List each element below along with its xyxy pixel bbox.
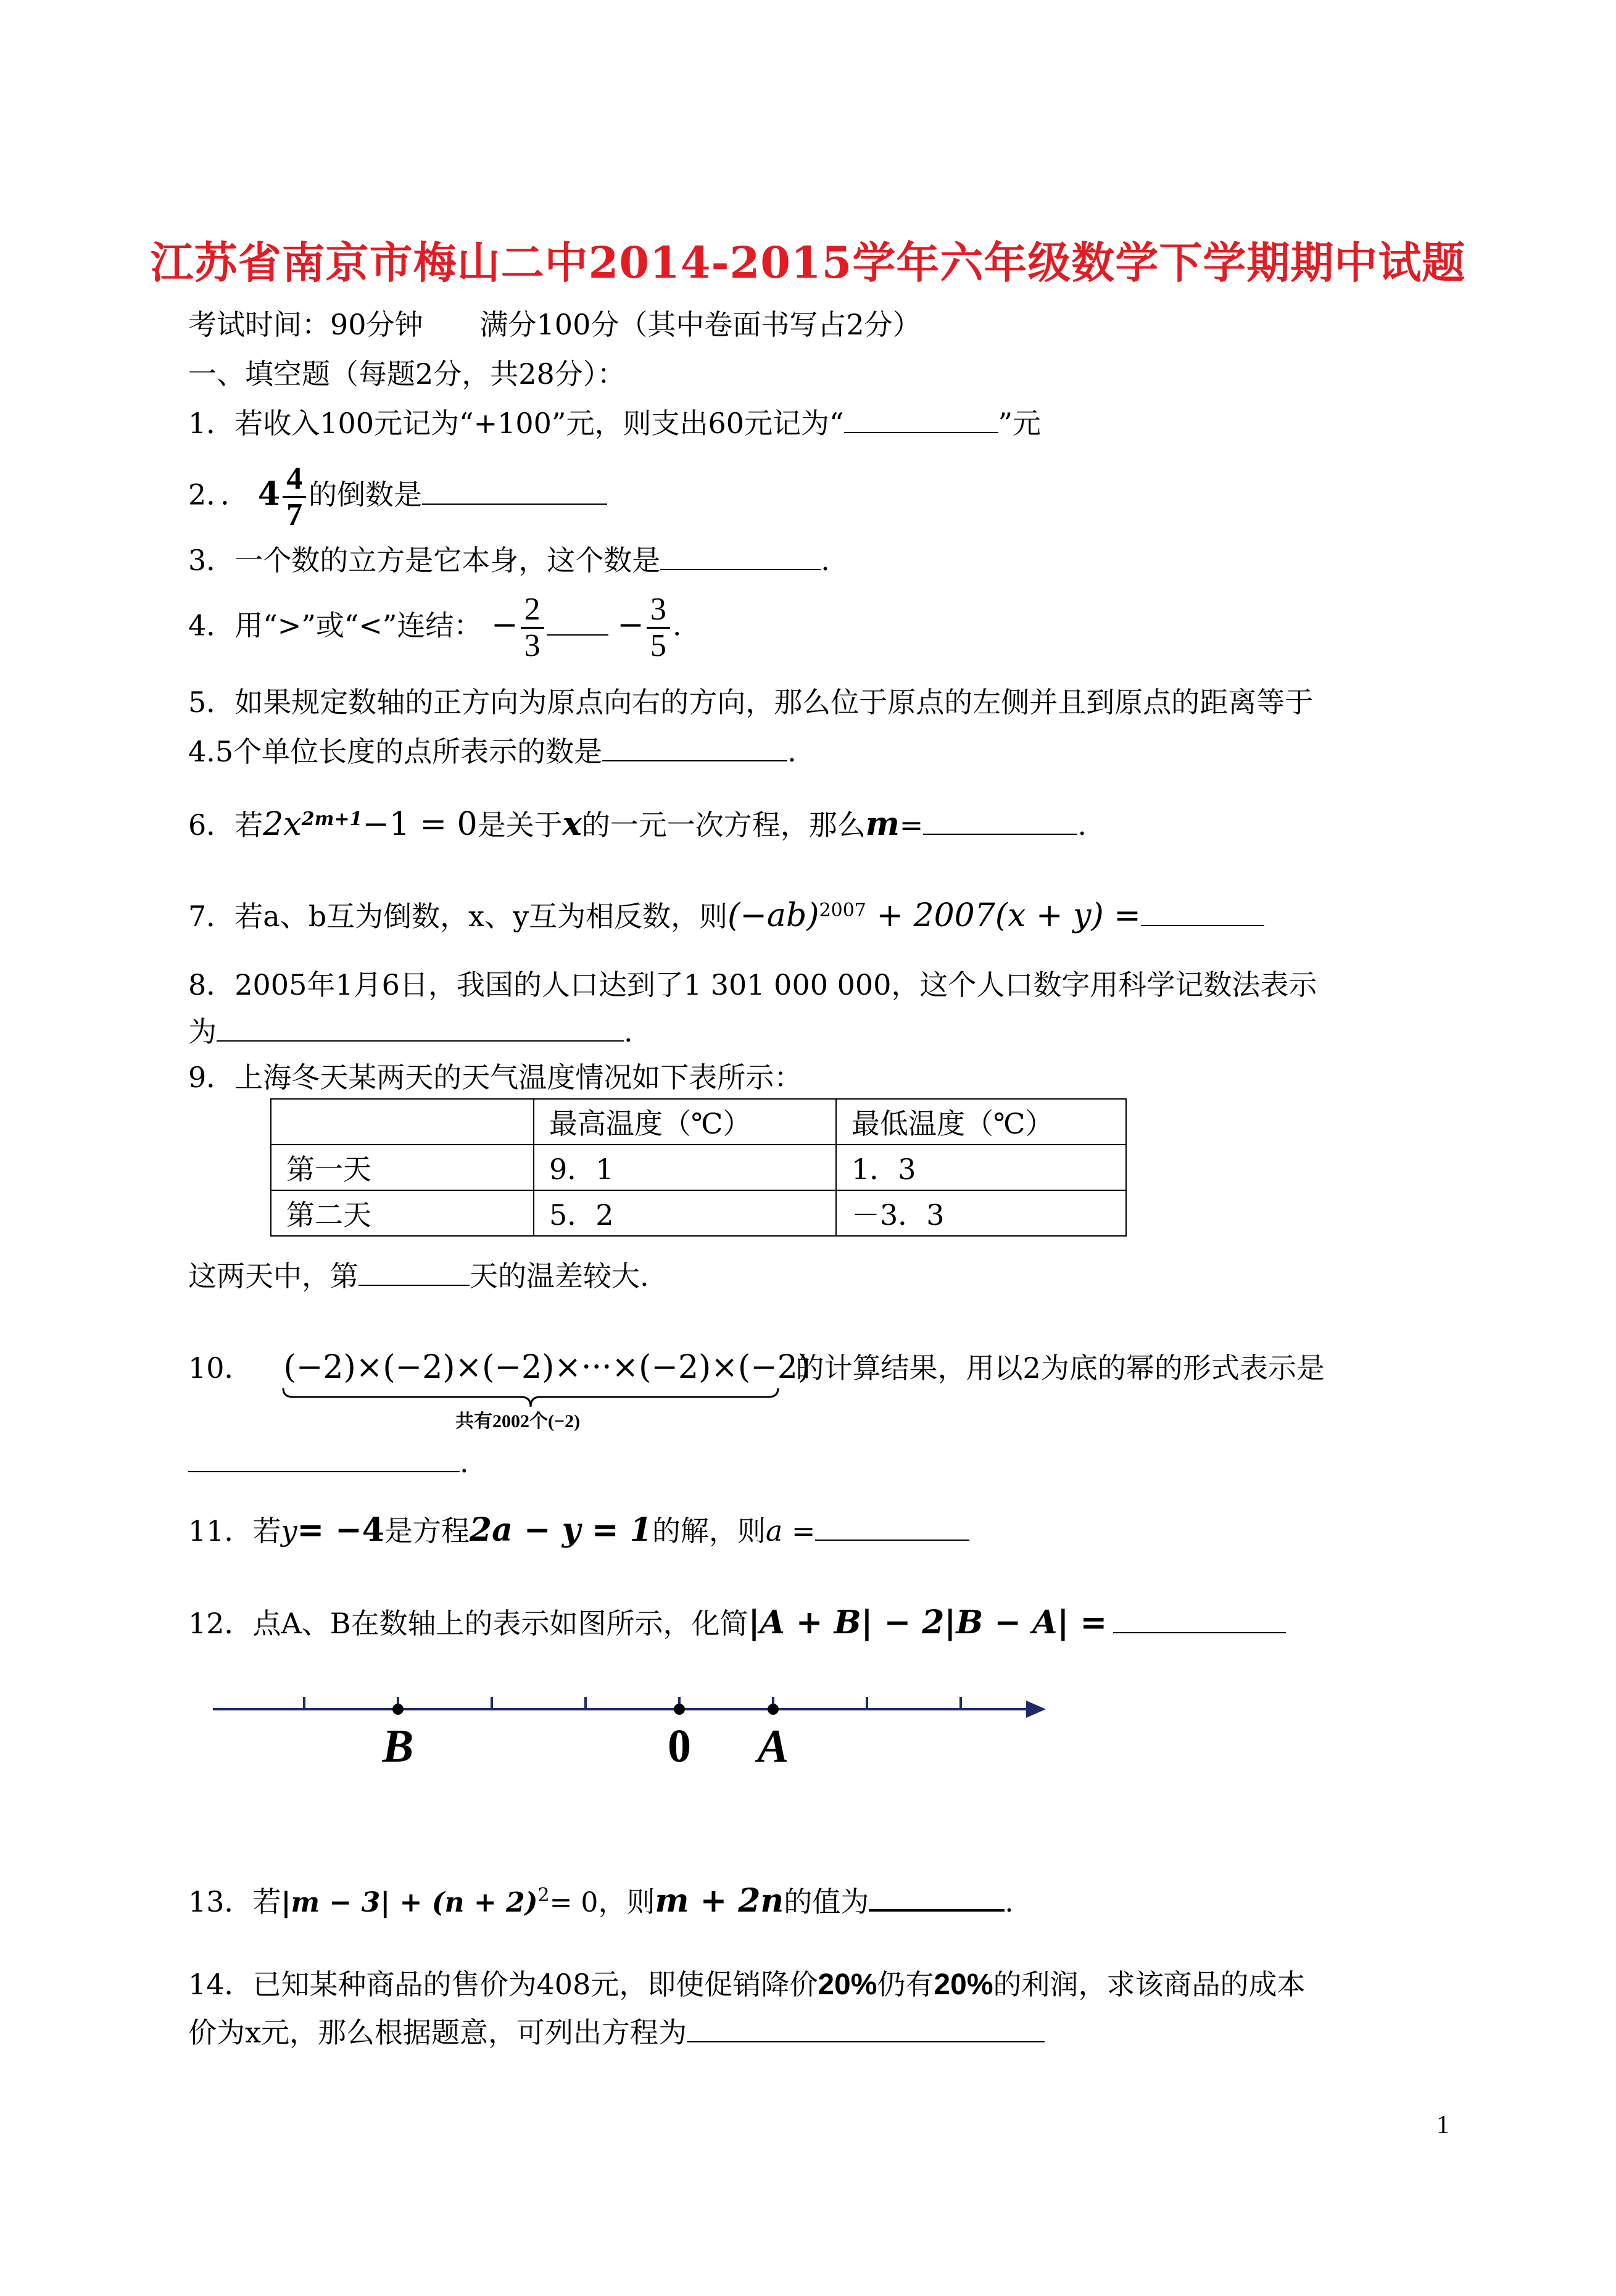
- answer-blank: [422, 476, 607, 505]
- question-10-answer: .: [188, 1444, 469, 1481]
- question-14-line2: 价为x元，那么根据题意，可列出方程为: [188, 2014, 1045, 2051]
- exam-title: 江苏省南京市梅山二中2014-2015学年六年级数学下学期期中试题: [150, 237, 1466, 288]
- question-11: 11．若y= −4是方程2a − y = 1的解，则a =: [188, 1512, 969, 1549]
- section-heading: 一、填空题（每题2分，共28分）：: [188, 357, 626, 391]
- answer-blank: [217, 1013, 624, 1042]
- question-6: 6．若$2x^{2m+1}-1 = 0$是关于x的一元一次方程，那么m= .: [188, 805, 1087, 843]
- question-5-line2: 4.5个单位长度的点所表示的数是 .: [188, 733, 797, 770]
- exam-info: 考试时间：90分钟 满分100分（其中卷面书写占2分）: [188, 308, 921, 341]
- answer-blank: [869, 1882, 1005, 1912]
- label-origin: 0: [668, 1720, 691, 1772]
- answer-blank: [660, 542, 821, 570]
- question-4: 4．用“>”或“<”连结： − $\frac{2}{3}$ − $\frac{3}{5}$ .: [188, 592, 682, 663]
- question-9: 9．上海冬天某两天的天气温度情况如下表所示：: [188, 1061, 803, 1094]
- answer-blank: [815, 1512, 969, 1541]
- page-number: 1: [1436, 2111, 1449, 2139]
- answer-blank: [358, 1258, 470, 1286]
- table-header-row: 最高温度（℃） 最低温度（℃）: [271, 1099, 1126, 1145]
- table-row: 第一天 9．1 1．3: [271, 1145, 1126, 1190]
- answer-blank: [1113, 1605, 1286, 1633]
- fraction-a: $\frac{2}{3}$: [521, 592, 544, 663]
- answer-blank: [844, 405, 998, 433]
- answer-blank: [1141, 898, 1264, 926]
- temperature-table: [270, 1098, 1127, 1237]
- question-13: 13．若$|m - 3| + (n + 2)^2= 0$，则m + 2n的值为 .: [188, 1882, 1014, 1920]
- question-12: 12．点A、B在数轴上的表示如图所示，化简|A + B| − 2|B − A| =: [188, 1604, 1286, 1642]
- question-1: 1．若收入100元记为“+100”元，则支出60元记为“ ”元: [188, 405, 1041, 442]
- question-10: 10． (−2)×(−2)×(−2)×···×(−2)×(−2)的计算结果，用以2为底的幂的形式表示是: [188, 1349, 1325, 1386]
- answer-blank: [547, 607, 608, 636]
- point-origin: [674, 1704, 685, 1715]
- question-9-followup: 这两天中，第 天的温差较大.: [188, 1258, 649, 1295]
- answer-blank: [687, 2014, 1045, 2042]
- label-b: B: [382, 1720, 414, 1772]
- label-a: A: [757, 1720, 789, 1772]
- point-a: [768, 1704, 779, 1715]
- answer-blank: [188, 1444, 460, 1472]
- question-8-line2: 为 .: [188, 1013, 633, 1050]
- mixed-fraction: $\frac{4}{7}$: [283, 462, 306, 533]
- number-line: [207, 1685, 1071, 1783]
- table-row: 第二天 5．2 －3．3: [271, 1190, 1126, 1236]
- answer-blank: [602, 733, 787, 761]
- question-7: 7．若a、b互为倒数，x、y互为相反数，则$(-ab)^{2007} + 2007(x + y)$ =: [188, 897, 1264, 935]
- brace-label: 共有2002个(−2): [455, 1411, 581, 1432]
- question-8-line1: 8．2005年1月6日，我国的人口达到了1 301 000 000，这个人口数字用科学记数法表示: [188, 968, 1317, 1001]
- question-5-line1: 5．如果规定数轴的正方向为原点向右的方向，那么位于原点的左侧并且到原点的距离等于: [188, 686, 1314, 719]
- point-b: [392, 1704, 404, 1715]
- question-14-line1: 14．已知某种商品的售价为408元，即使促销降价20%仍有20%的利润，求该商品的成本: [188, 1968, 1306, 2001]
- answer-blank: [923, 806, 1077, 835]
- fraction-b: $\frac{3}{5}$: [647, 592, 670, 663]
- question-3: 3．一个数的立方是它本身，这个数是 .: [188, 542, 830, 579]
- question-2: 2．． 4 $\frac{4}{7}$ 的倒数是: [188, 462, 607, 533]
